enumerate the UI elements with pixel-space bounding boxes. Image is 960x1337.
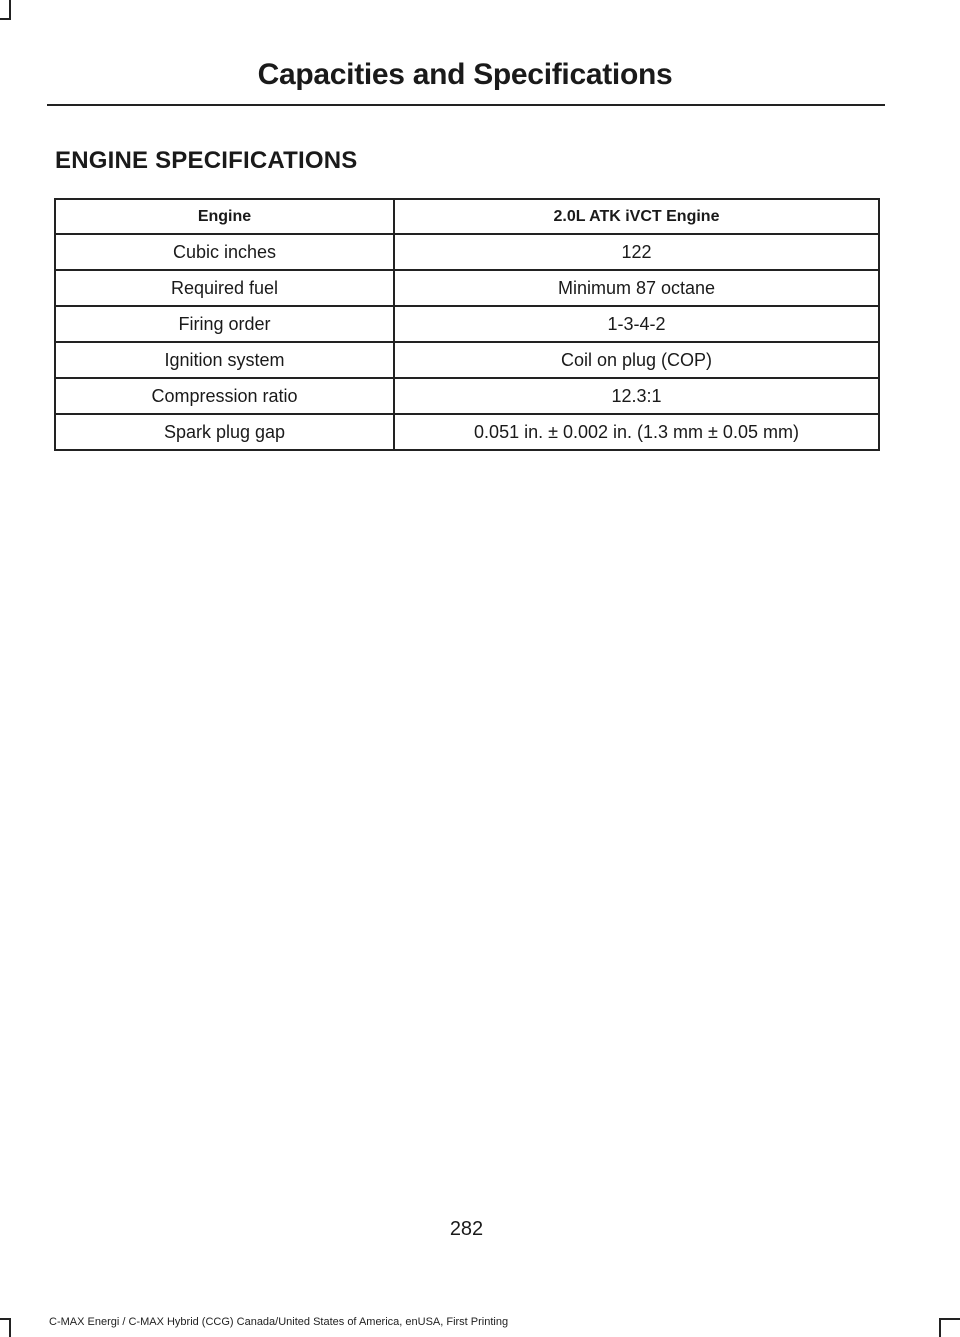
table-row — [55, 342, 879, 378]
crop-mark — [9, 0, 11, 18]
crop-mark — [0, 1318, 11, 1320]
engine-specifications-table — [54, 198, 880, 451]
section-title: ENGINE SPECIFICATIONS — [55, 147, 358, 174]
spec-value: 1-3-4-2 — [394, 306, 879, 342]
spec-value: Coil on plug (COP) — [394, 342, 879, 378]
spec-label: Ignition system — [55, 342, 394, 378]
page-header-title: Capacities and Specifications — [257, 58, 673, 91]
header-divider — [47, 104, 885, 106]
spec-label: Spark plug gap — [55, 414, 394, 450]
spec-label: Firing order — [55, 306, 394, 342]
spec-label: Required fuel — [55, 270, 394, 306]
spec-value: Minimum 87 octane — [394, 270, 879, 306]
crop-mark — [939, 1319, 941, 1337]
footer-text: C-MAX Energi / C-MAX Hybrid (CCG) Canada/United States of America, enUSA, First Printing — [49, 1316, 509, 1328]
table-row — [55, 270, 879, 306]
column-header: Engine — [55, 199, 394, 234]
page-number: 282 — [449, 1218, 484, 1240]
crop-mark — [939, 1318, 960, 1320]
spec-label: Cubic inches — [55, 234, 394, 270]
table-row — [55, 306, 879, 342]
table-row — [55, 234, 879, 270]
spec-label: Compression ratio — [55, 378, 394, 414]
table-header-row — [55, 199, 879, 234]
spec-value: 12.3:1 — [394, 378, 879, 414]
spec-value: 122 — [394, 234, 879, 270]
table-row — [55, 378, 879, 414]
crop-mark — [0, 18, 11, 20]
crop-mark — [9, 1319, 11, 1337]
column-header: 2.0L ATK iVCT Engine — [394, 199, 879, 234]
spec-value: 0.051 in. ± 0.002 in. (1.3 mm ± 0.05 mm) — [394, 414, 879, 450]
table-row — [55, 414, 879, 450]
